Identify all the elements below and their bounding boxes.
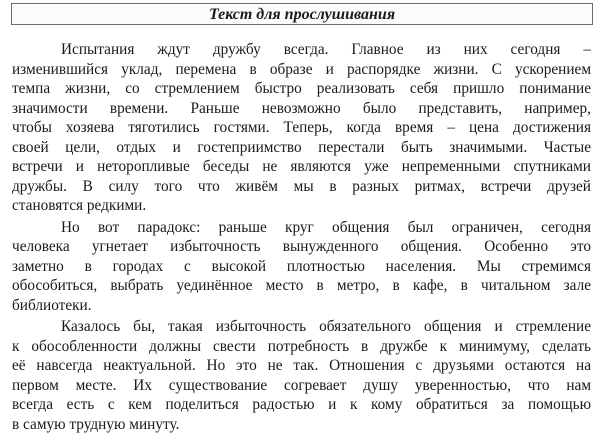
text-line: встречи и неторопливые беседы не являются уже непременными спутниками bbox=[12, 158, 591, 175]
text-line: чтобы хозяева тяготились гостями. Теперь, когда время – цена достижения bbox=[12, 119, 591, 136]
text-line: значимости времени. Раньше невозможно было представить, например, bbox=[12, 99, 591, 117]
text-line: дружбы. В силу того что живём мы в разных ритмах, встречи друзей bbox=[12, 177, 591, 195]
text-line: Испытания ждут дружбу всегда. Главное из них сегодня – bbox=[61, 41, 591, 58]
text-line: Казалось бы, такая избыточность обязательного общения и стремление bbox=[61, 318, 591, 335]
paragraph-3 bbox=[12, 317, 591, 434]
text-line: в самую трудную минуту. bbox=[12, 415, 180, 433]
text-line: становятся редкими. bbox=[12, 197, 147, 214]
text-body bbox=[12, 40, 591, 436]
text-line: библиотеки. bbox=[12, 296, 92, 314]
paragraph-2 bbox=[12, 218, 591, 316]
text-line: заметно в городах с высокой плотностью населения. Мы стремимся bbox=[12, 257, 591, 275]
text-line: к обособленности должны свести потребность в дружбе к минимуму, сделать bbox=[12, 337, 591, 355]
paragraph-1 bbox=[12, 40, 591, 216]
text-line: изменившийся уклад, перемена в образе и распорядке жизни. С ускорением bbox=[12, 60, 591, 78]
text-line: обособиться, выбрать уединённое место в метро, в кафе, в читальном зале bbox=[12, 277, 591, 294]
header-box bbox=[11, 3, 593, 25]
text-line: первом месте. Их существование согревает душу уверенностью, что нам bbox=[12, 376, 591, 394]
text-line: её навсегда неактуальной. Но это не так. Отношения с друзьями остаются на bbox=[12, 357, 591, 374]
text-line: человека угнетает избыточность вынужденного общения. Особенно это bbox=[12, 238, 591, 255]
page-title: Текст для прослушивания bbox=[208, 6, 396, 23]
text-line: темпа жизни, со стремлением быстро реализовать себя пришло понимание bbox=[12, 80, 591, 97]
text-line: своей цели, отдых и гостеприимство перестали быть значимыми. Частые bbox=[12, 138, 591, 156]
text-line: Но вот парадокс: раньше круг общения был ограничен, сегодня bbox=[61, 218, 591, 236]
text-line: всегда есть с кем поделиться радостью и к кому обратиться за помощью bbox=[12, 396, 591, 413]
